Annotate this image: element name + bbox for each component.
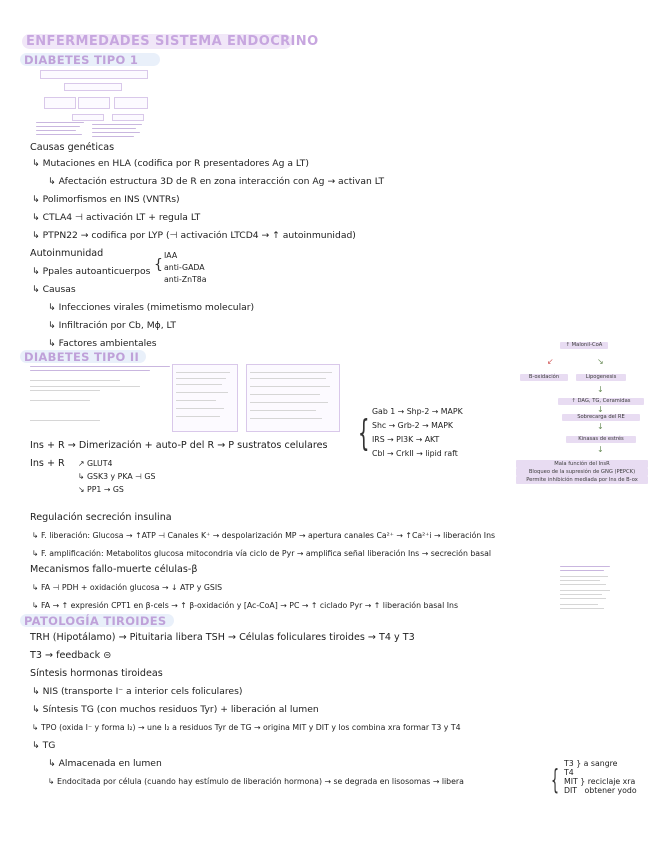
fc-arrow-down-icon-1: ↓ xyxy=(597,385,604,394)
ins-r-gsk3-text: GSK3 y PKA ⊣ GS xyxy=(87,472,156,481)
genetic-item-2: ↳ Polimorfismos en INS (VNTRs) xyxy=(32,194,180,205)
genetic-item-3: ↳ CTLA4 ⊣ activación LT + regula LT xyxy=(32,212,201,223)
regulation-amplification-text: F. amplificación: Metabolitos glucosa mitocondria vía ciclo de Pyr → amplifica señal liberación Ins → secreción basal xyxy=(41,549,492,558)
thyroid-synth-1-text: NIS (transporte I⁻ a interior cels foliculares) xyxy=(42,686,243,697)
thyroid-tg-1: ↳ Almacenada en lumen xyxy=(48,758,162,769)
genetic-item-1-text: Mutaciones en HLA (codifica por R presentadores Ag a LT) xyxy=(42,158,309,169)
genetic-item-1: ↳ Mutaciones en HLA (codifica por R presentadores Ag a LT) xyxy=(32,158,309,169)
thyroid-synthesis-title: Síntesis hormonas tiroideas xyxy=(30,668,163,679)
cause-item-3: ↳ Factores ambientales xyxy=(48,338,157,349)
substrate-cbl: Cbl → CrkII → lipid raft xyxy=(372,449,458,458)
thyroid-synth-2-text: Síntesis TG (con muchos residuos Tyr) + liberación al lumen xyxy=(42,704,319,715)
brace-autoantibodies: { xyxy=(154,257,163,273)
fc-gng: Bloqueo de la supresión de GNG (PEPCK) xyxy=(516,468,648,476)
fc-beta-ox: B-oxidación xyxy=(520,374,568,381)
output-t4: T4 xyxy=(564,768,574,777)
fc-inhibition: Permite inhibición mediada por Ins de B-ox xyxy=(516,476,648,484)
cause-item-2-text: Infiltración por Cb, Mϕ, LT xyxy=(58,320,177,331)
genetic-item-4-text: PTPN22 → codifica por LYP (⊣ activación LTCD4 → ↑ autoinmunidad) xyxy=(42,230,356,241)
fc-arrow-down-icon-2: ↓ xyxy=(597,405,604,414)
autoantibody-znt8a: anti-ZnT8a xyxy=(164,275,207,284)
beta-cell-failure-1: ↳ FA ⊣ PDH + oxidación glucosa → ↓ ATP y GSIS xyxy=(32,583,223,592)
ins-r-branch-glut4: ↗ GLUT4 xyxy=(78,459,113,468)
ins-r-branch-pp1: ↘ PP1 → GS xyxy=(78,485,124,494)
causes-label: ↳ Causas xyxy=(32,284,76,295)
autoimmunity-title: Autoinmunidad xyxy=(30,248,104,259)
page-title: ENFERMEDADES SISTEMA ENDOCRINO xyxy=(26,34,319,49)
output-iodine-text: obtener yodo xyxy=(584,786,637,795)
cause-item-3-text: Factores ambientales xyxy=(58,338,157,349)
genetic-item-1a: ↳ Afectación estructura 3D de R en zona interacción con Ag → activan LT xyxy=(48,176,385,187)
cause-item-1: ↳ Infecciones virales (mimetismo molecular) xyxy=(48,302,255,313)
thyroid-tg-text: TG xyxy=(42,740,56,751)
genetic-item-2-text: Polimorfismos en INS (VNTRs) xyxy=(42,194,180,205)
genetic-item-3-text: CTLA4 ⊣ activación LT + regula LT xyxy=(42,212,201,223)
autoantibodies-text: Ppales autoanticuerpos xyxy=(42,266,151,277)
thyroid-axis-line: TRH (Hipotálamo) → Pituitaria libera TSH → Células foliculares tiroides → T4 y T3 xyxy=(30,632,415,643)
output-recycling-text: reciclaje xra xyxy=(587,777,636,786)
fc-malonyl: ↑ Malonil-CoA xyxy=(560,342,608,349)
brace-substrates: { xyxy=(358,413,370,454)
ins-r-pp1-text: PP1 → GS xyxy=(87,485,124,494)
fc-arrow-down-icon-4: ↓ xyxy=(597,445,604,454)
regulation-release: ↳ F. liberación: Glucosa → ↑ATP ⊣ Canales K⁺ → despolarización MP → apertura canales Ca²⁺ → ↑Ca²⁺i → liberación Ins xyxy=(32,531,496,540)
beta-cell-failure-2-text: FA → ↑ expresión CPT1 en β-cels → ↑ β-oxidación y [Ac-CoA] → PC → ↑ ciclado Pyr → ↑ liberación basal Ins xyxy=(41,601,459,610)
output-dit-text: DIT xyxy=(564,786,578,795)
regulation-release-text: F. liberación: Glucosa → ↑ATP ⊣ Canales K⁺ → despolarización MP → apertura canales Ca²⁺ → ↑Ca²⁺i → liberación Ins xyxy=(41,531,496,540)
beta-cell-failure-2: ↳ FA → ↑ expresión CPT1 en β-cels → ↑ β-oxidación y [Ac-CoA] → PC → ↑ ciclado Pyr → ↑ liberación basal Ins xyxy=(32,601,459,610)
genetic-causes-title: Causas genéticas xyxy=(30,142,115,153)
thyroid-tg-1-text: Almacenada en lumen xyxy=(58,758,162,769)
thyroid-tg-2-text: Endocitada por célula (cuando hay estímulo de liberación hormona) → se degrada en lisosomas → libera xyxy=(57,777,464,786)
fc-lipogenesis: Lipogenesis xyxy=(576,374,626,381)
thyroid-synth-3: ↳ TPO (oxida I⁻ y forma I₂) → une I₂ a residuos Tyr de TG → origina MIT y DIT y los combina xra formar T3 y T4 xyxy=(32,723,461,732)
output-t3: T3 } a sangre xyxy=(564,759,618,768)
output-mit: MIT } reciclaje xra xyxy=(564,777,636,786)
section-title-dm1: DIABETES TIPO 1 xyxy=(24,53,139,67)
substrate-shc: Shc → Grb-2 → MAPK xyxy=(372,421,454,430)
cause-item-2: ↳ Infiltración por Cb, Mϕ, LT xyxy=(48,320,177,331)
brace-outputs: { xyxy=(551,763,560,796)
thyroid-synth-1: ↳ NIS (transporte I⁻ a interior cels foliculares) xyxy=(32,686,243,697)
section-title-dm2: DIABETES TIPO II xyxy=(24,350,140,364)
cause-item-1-text: Infecciones virales (mimetismo molecular) xyxy=(58,302,255,313)
autoantibodies-label: ↳ Ppales autoanticuerpos xyxy=(32,266,151,277)
fc-er: Sobrecarga del RE xyxy=(562,414,640,421)
fc-kinases: Kinasas de estrés xyxy=(566,436,636,443)
insulin-signalling-line: Ins + R → Dimerización + auto-P del R → P sustratos celulares xyxy=(30,440,328,451)
output-dit xyxy=(564,785,637,797)
autoantibody-iaa: IAA xyxy=(164,251,178,260)
ins-r-glut4-text: GLUT4 xyxy=(87,459,113,468)
thyroid-synth-3-text: TPO (oxida I⁻ y forma I₂) → une I₂ a residuos Tyr de TG → origina MIT y DIT y los combina xra formar T3 y T4 xyxy=(41,723,461,732)
causes-text: Causas xyxy=(42,284,76,295)
output-mit-text: MIT xyxy=(564,777,578,786)
thyroid-feedback-line: T3 → feedback ⊝ xyxy=(30,650,112,661)
regulation-amplification: ↳ F. amplificación: Metabolitos glucosa mitocondria vía ciclo de Pyr → amplifica señal liberación Ins → secreción basal xyxy=(32,549,492,558)
fc-arrow-down-icon-3: ↓ xyxy=(597,422,604,431)
section-title-thyroid: PATOLOGÍA TIROIDES xyxy=(24,614,167,628)
beta-cell-failure-title: Mecanismos fallo-muerte células-β xyxy=(30,564,198,575)
output-t3-text: T3 xyxy=(564,759,574,768)
fc-dag: ↑ DAG, TG, Ceramidas xyxy=(558,398,644,405)
regulation-title: Regulación secreción insulina xyxy=(30,512,172,523)
thyroid-synth-2: ↳ Síntesis TG (con muchos residuos Tyr) + liberación al lumen xyxy=(32,704,319,715)
thyroid-tg-2: ↳ Endocitada por célula (cuando hay estímulo de liberación hormona) → se degrada en lisosomas → libera xyxy=(48,777,464,786)
genetic-item-1a-text: Afectación estructura 3D de R en zona interacción con Ag → activan LT xyxy=(58,176,385,187)
substrate-gab1: Gab 1 → Shp-2 → MAPK xyxy=(372,407,463,416)
output-blood-text: a sangre xyxy=(583,759,618,768)
genetic-item-4: ↳ PTPN22 → codifica por LYP (⊣ activación LTCD4 → ↑ autoinmunidad) xyxy=(32,230,356,241)
fc-arrow-down-left-icon: ↙ xyxy=(547,357,554,366)
fc-arrow-down-right-icon: ↘ xyxy=(597,357,604,366)
ins-r-label: Ins + R xyxy=(30,458,65,469)
thyroid-tg: ↳ TG xyxy=(32,740,56,751)
ins-r-branch-gsk3: ↳ GSK3 y PKA ⊣ GS xyxy=(78,472,156,481)
fc-insr: Mala función del InsR xyxy=(516,460,648,468)
substrate-irs: IRS → PI3K → AKT xyxy=(372,435,440,444)
beta-cell-failure-1-text: FA ⊣ PDH + oxidación glucosa → ↓ ATP y GSIS xyxy=(41,583,223,592)
autoantibody-gada: anti-GADA xyxy=(164,263,205,272)
